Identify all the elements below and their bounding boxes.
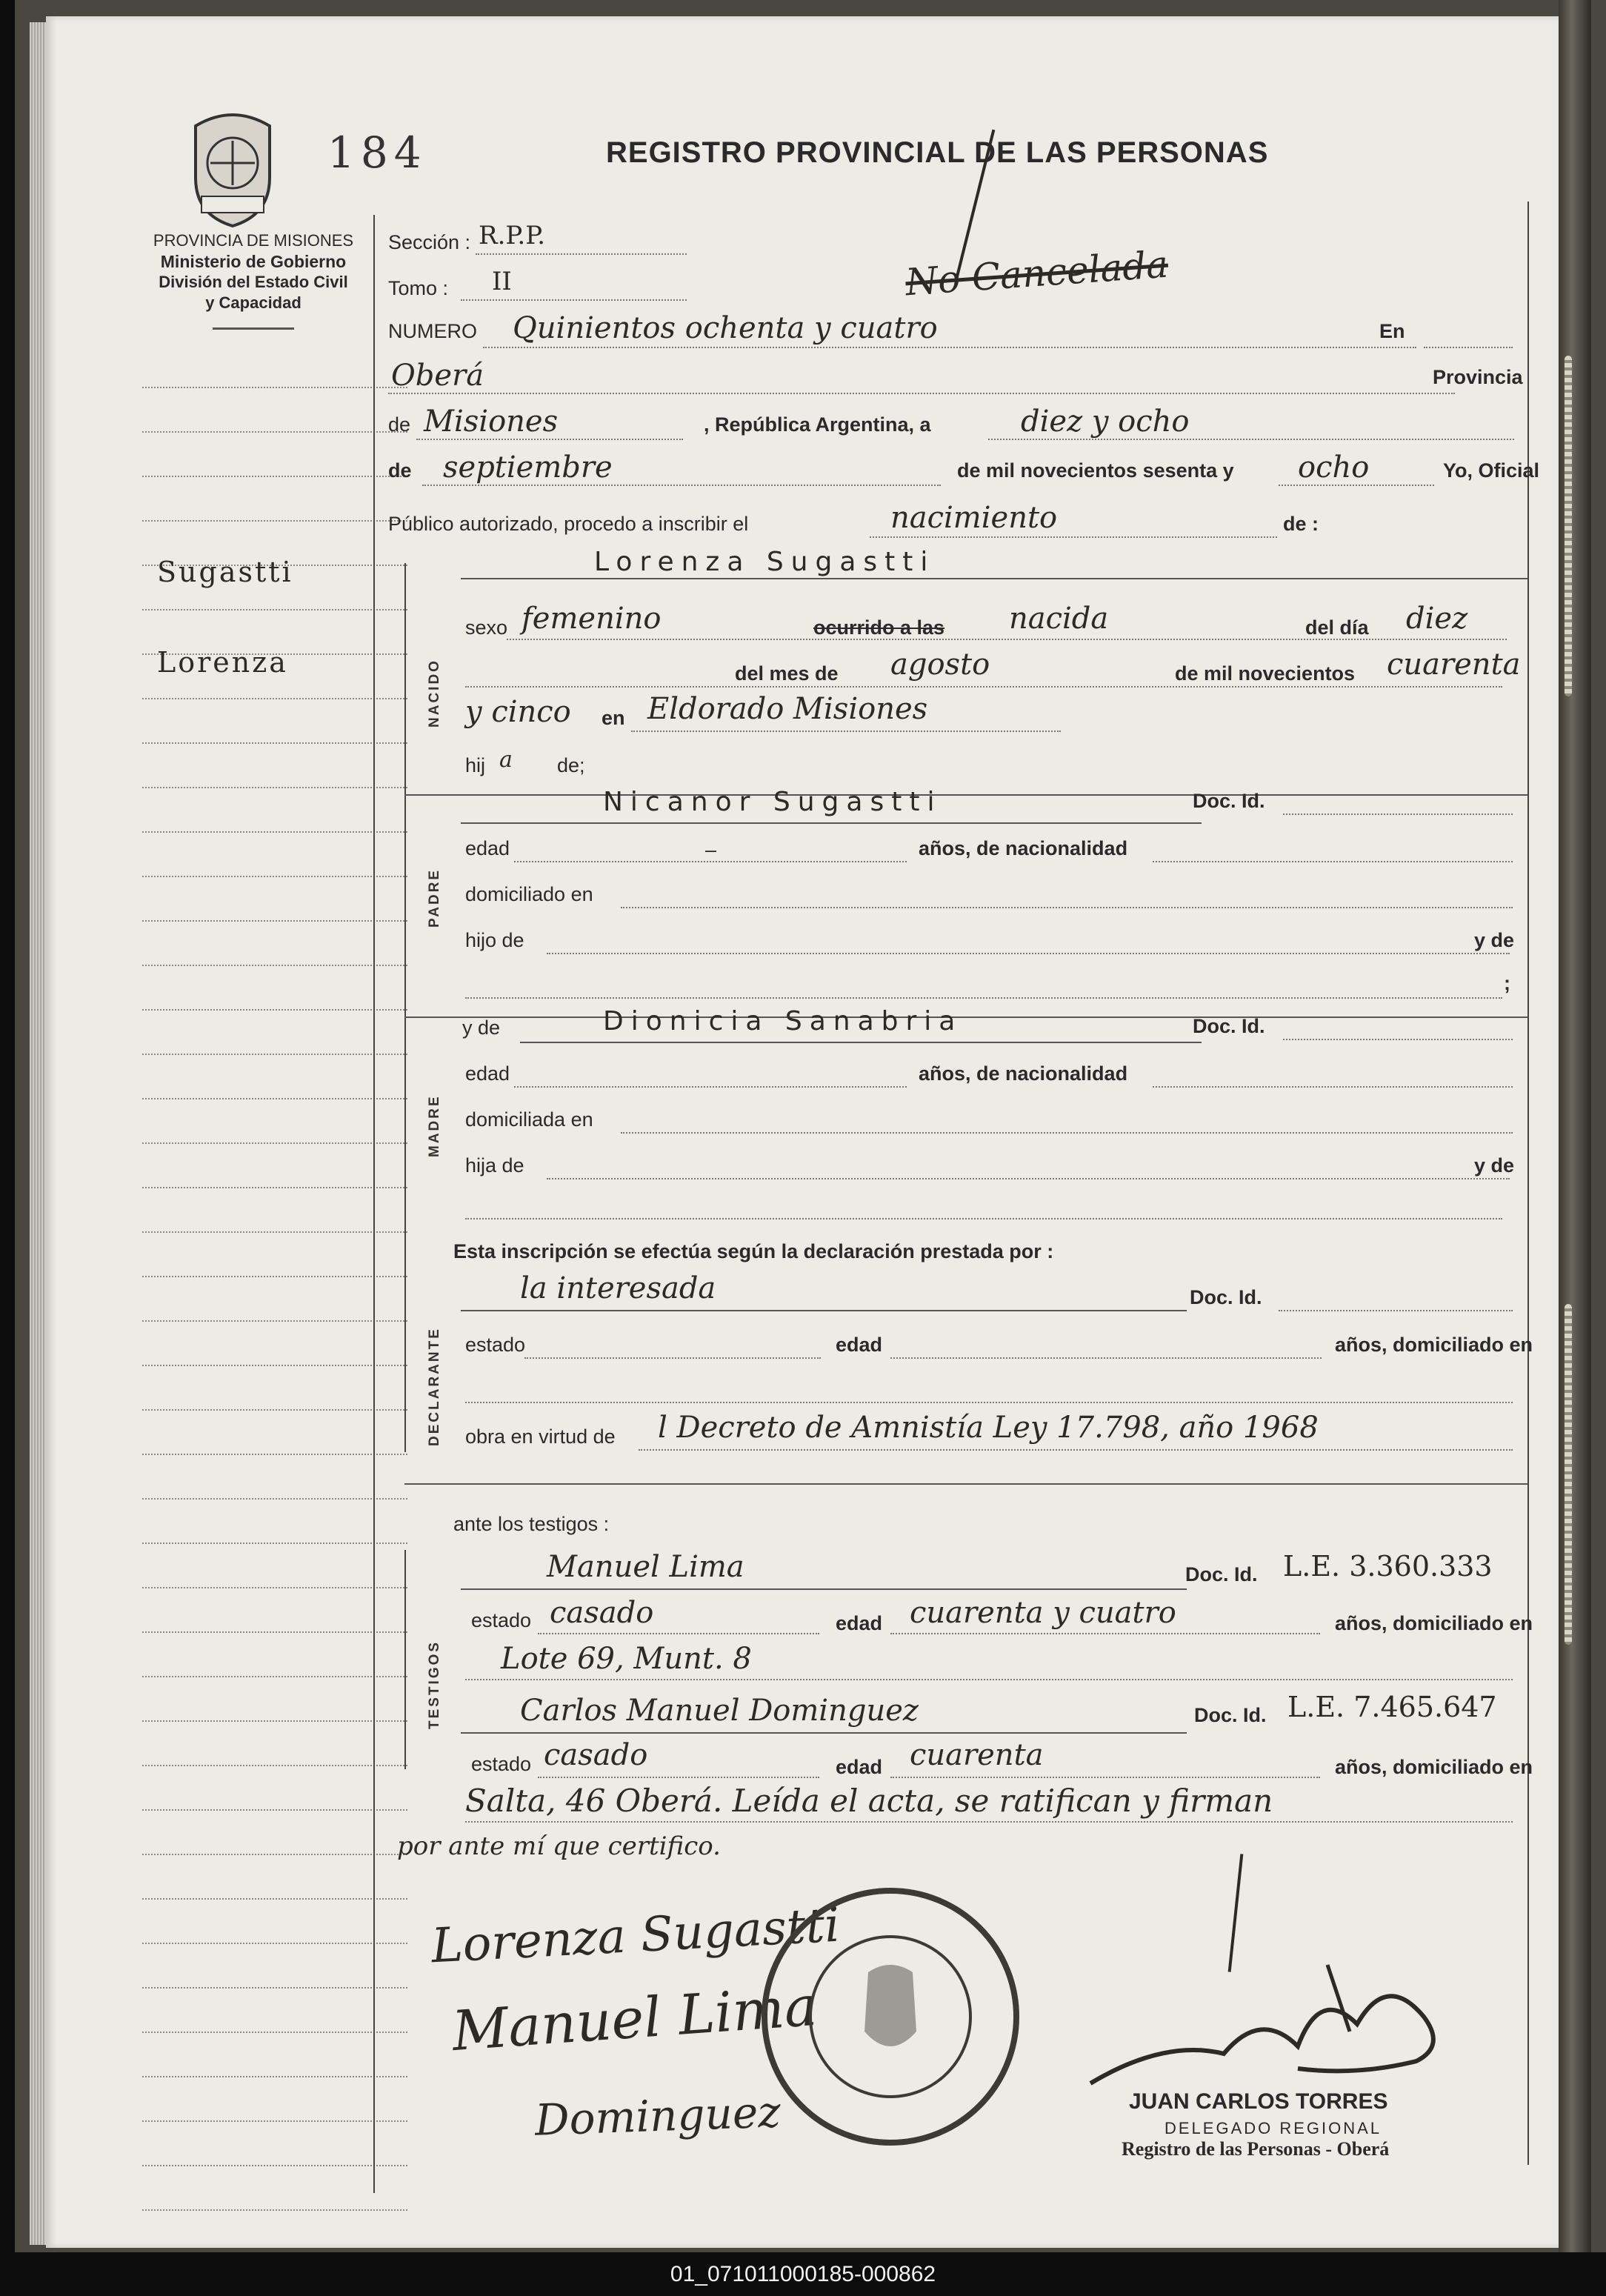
- ministry-label: Ministerio de Gobierno: [160, 252, 347, 271]
- madre-edad-label: edad: [465, 1062, 510, 1085]
- republica-label: , República Argentina, a: [704, 413, 931, 436]
- declarante-nombre: la interesada: [520, 1271, 716, 1305]
- yo-label: Yo, Oficial: [1443, 459, 1540, 482]
- page-number: 184: [327, 127, 427, 178]
- testigos-section-label: TESTIGOS: [427, 1640, 442, 1729]
- t2-anios-label: años, domiciliado en: [1335, 1756, 1533, 1778]
- declarante-intro: Esta inscripción se efectúa según la declaración prestada por :: [453, 1240, 1054, 1262]
- madre-nombre: Dionicia Sanabria: [603, 1006, 963, 1036]
- signature-manuel-lima: Manuel Lima: [450, 1974, 819, 2064]
- binding-stitch: [1565, 1304, 1572, 1645]
- division-label-2: y Capacidad: [205, 293, 301, 312]
- divider: [213, 327, 294, 330]
- anio-value: ocho: [1298, 450, 1370, 485]
- padre-edad-label: edad: [465, 837, 510, 859]
- provincia-label: Provincia: [1433, 366, 1523, 388]
- publico-label: Público autorizado, procedo a inscribir el: [388, 513, 749, 535]
- officer-office: Registro de las Personas - Oberá: [1122, 2138, 1390, 2160]
- mes-value: septiembre: [443, 450, 613, 485]
- en-label: En: [1379, 320, 1405, 342]
- numero-label: NUMERO: [388, 320, 477, 342]
- seccion-value: R.P.P.: [479, 221, 545, 250]
- anio-label: de mil novecientos sesenta y: [957, 459, 1234, 482]
- t2-edad-label: edad: [836, 1756, 883, 1778]
- section-frame-line: [404, 1276, 406, 1452]
- t1-doc-label: Doc. Id.: [1185, 1563, 1258, 1585]
- declarante-anios-label: años, domiciliado en: [1335, 1334, 1533, 1356]
- declarante-edad-label: edad: [836, 1334, 883, 1356]
- registry-page: [46, 16, 1559, 2248]
- nacido-nombre: Lorenza Sugastti: [594, 547, 936, 577]
- obra-label: obra en virtud de: [465, 1425, 616, 1448]
- page-title: REGISTRO PROVINCIAL DE LAS PERSONAS: [606, 136, 1269, 169]
- t2-nombre: Carlos Manuel Dominguez: [520, 1694, 919, 1728]
- obra-value: l Decreto de Amnistía Ley 17.798, año 1968: [658, 1411, 1319, 1445]
- padre-semicolon: ;: [1504, 972, 1510, 994]
- officer-role: DELEGADO REGIONAL: [1164, 2119, 1382, 2137]
- padre-hijo-label: hijo de: [465, 929, 524, 951]
- sexo-label: sexo: [465, 616, 508, 639]
- madre-doc-label: Doc. Id.: [1193, 1015, 1265, 1037]
- t2-estado-label: estado: [471, 1753, 532, 1775]
- declarante-doc-label: Doc. Id.: [1190, 1286, 1262, 1308]
- tomo-label: Tomo :: [388, 277, 449, 299]
- declarante-section-label: DECLARANTE: [427, 1327, 442, 1446]
- en-label-2: en: [602, 707, 625, 729]
- lugar-value: Oberá: [391, 359, 484, 393]
- t1-domicilio: Lote 69, Munt. 8: [501, 1642, 752, 1676]
- province-label: PROVINCIA DE MISIONES: [153, 231, 354, 250]
- t2-edad: cuarenta: [910, 1738, 1044, 1772]
- nacida-value: nacida: [1009, 602, 1109, 636]
- section-frame-line: [404, 1550, 406, 1769]
- margin-surname: Sugastti: [157, 556, 293, 588]
- seccion-label: Sección :: [388, 231, 471, 253]
- section-frame-line: [404, 563, 406, 1356]
- t2-doc: L.E. 7.465.647: [1287, 1691, 1497, 1723]
- hij-de-label: de;: [557, 754, 585, 776]
- hij-suffix: a: [499, 747, 513, 773]
- t1-anios-label: años, domiciliado en: [1335, 1612, 1533, 1634]
- padre-nombre: Nicanor Sugastti: [603, 787, 942, 817]
- nacido-anio: cuarenta: [1387, 648, 1521, 682]
- t1-edad-label: edad: [836, 1612, 883, 1634]
- binding-edge: [1559, 0, 1591, 2252]
- t2-domicilio: Salta, 46 Oberá. Leída el acta, se ratifican y firman: [465, 1783, 1273, 1819]
- madre-nac-label: años, de nacionalidad: [919, 1062, 1128, 1085]
- left-frame-line: [373, 215, 375, 2193]
- nacido-anio2: y cinco: [465, 695, 571, 729]
- mes-label: del mes de: [735, 662, 839, 685]
- padre-section-label: PADRE: [427, 868, 442, 928]
- nacido-section-label: NACIDO: [427, 659, 442, 728]
- de3-label: de :: [1283, 513, 1319, 535]
- t1-doc: L.E. 3.360.333: [1283, 1550, 1493, 1583]
- dia-value: diez y ocho: [1021, 405, 1190, 439]
- nacido-anio-label: de mil novecientos: [1175, 662, 1356, 685]
- t2-estado: casado: [544, 1738, 648, 1772]
- nacido-lugar: Eldorado Misiones: [647, 692, 928, 726]
- testigos-intro: ante los testigos :: [453, 1513, 610, 1535]
- sexo-value: femenino: [522, 602, 662, 636]
- t2-doc-label: Doc. Id.: [1194, 1704, 1267, 1726]
- margin-name: Lorenza: [157, 646, 288, 679]
- madre-yde-label: y de: [462, 1016, 501, 1039]
- officer-name: JUAN CARLOS TORRES: [1129, 2089, 1388, 2114]
- padre-edad-dash: –: [705, 839, 717, 861]
- t1-estado-label: estado: [471, 1609, 532, 1631]
- madre-section-label: MADRE: [427, 1094, 442, 1157]
- padre-yde-label: y de: [1474, 929, 1515, 951]
- official-stamp: [757, 1883, 1024, 2150]
- padre-nac-label: años, de nacionalidad: [919, 837, 1128, 859]
- padre-doc-label: Doc. Id.: [1193, 790, 1265, 812]
- page-stack-edge: [30, 22, 46, 2245]
- t1-edad: cuarenta y cuatro: [910, 1596, 1176, 1630]
- cierre-text: por ante mí que certifico.: [397, 1831, 721, 1861]
- binding-stitch: [1565, 356, 1572, 696]
- acto-value: nacimiento: [890, 501, 1058, 535]
- signature-dominguez: Dominguez: [533, 2086, 782, 2146]
- madre-yde-label-2: y de: [1474, 1154, 1515, 1177]
- cancel-annotation: No Cancelada: [904, 242, 1170, 305]
- madre-hija-label: hija de: [465, 1154, 524, 1177]
- division-label: División del Estado Civil: [159, 273, 348, 291]
- de-label: de: [388, 413, 411, 436]
- hij-label: hij: [465, 754, 486, 776]
- nacido-dia: diez: [1406, 602, 1468, 636]
- declarante-estado-label: estado: [465, 1334, 526, 1356]
- province-seal-icon: [181, 104, 284, 230]
- t1-estado: casado: [550, 1596, 654, 1630]
- provincia-value: Misiones: [424, 405, 559, 439]
- t1-nombre: Manuel Lima: [547, 1550, 744, 1584]
- ocurrido-label: ocurrido a las: [813, 616, 945, 639]
- tomo-value: II: [492, 267, 512, 296]
- right-frame-line: [1527, 202, 1529, 2165]
- padre-dom-label: domiciliado en: [465, 883, 593, 905]
- officer-signature: [1076, 1943, 1476, 2106]
- de2-label: de: [388, 459, 412, 482]
- nacido-mes: agosto: [890, 648, 990, 682]
- madre-dom-label: domiciliada en: [465, 1108, 593, 1131]
- numero-value: Quinientos ochenta y cuatro: [513, 311, 938, 345]
- file-caption: 01_071011000185-000862: [0, 2252, 1606, 2296]
- dia-label: del día: [1305, 616, 1369, 639]
- signature-lorenza: Lorenza Sugastti: [430, 1897, 842, 1974]
